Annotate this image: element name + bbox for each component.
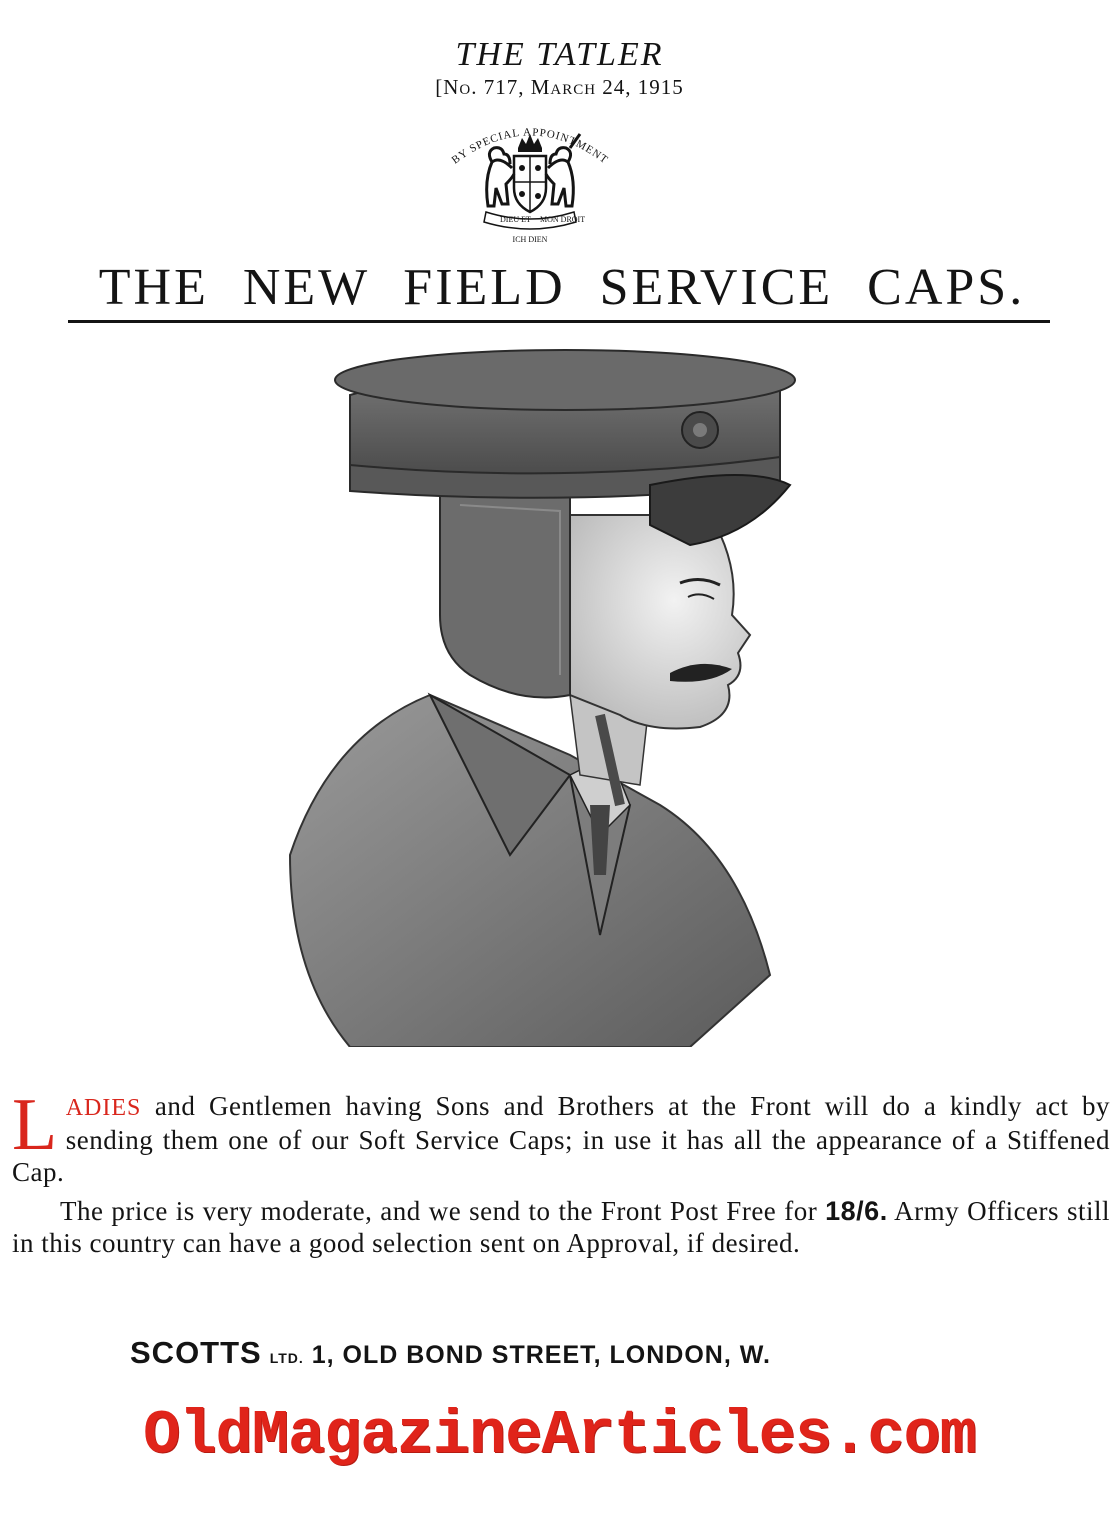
- dropcap-letter: L: [12, 1084, 58, 1166]
- body-paragraph-2: [12, 1195, 1110, 1259]
- price: 18/6.: [825, 1196, 888, 1226]
- crest-motto-left: DIEU ET: [500, 215, 531, 224]
- paragraph-1-text: and Gentlemen having Sons and Brothers at the Front will do a kindly act by sending them one of our Soft Service Caps; in use it has all the appearance of a Stiffened Cap.: [12, 1091, 1110, 1187]
- crest-motto-bottom: ICH DIEN: [512, 235, 548, 244]
- paragraph-2-text-before: The price is very moderate, and we send to the Front Post Free for: [60, 1196, 826, 1226]
- headline: THE NEW FIELD SERVICE CAPS.: [98, 259, 1026, 316]
- advertiser-name: SCOTTS: [130, 1335, 262, 1370]
- masthead-issue: [No. 717, March 24, 1915: [435, 75, 684, 99]
- crest-banner: BY SPECIAL APPOINTMENT: [449, 126, 611, 167]
- advertiser-street: 1, OLD BOND STREET, LONDON, W.: [303, 1341, 771, 1369]
- site-watermark: OldMagazineArticles.com: [143, 1400, 976, 1471]
- body-paragraph-1: [12, 1084, 1110, 1188]
- crest-motto-right: MON DROIT: [540, 215, 586, 224]
- advertiser-address: [130, 1335, 771, 1371]
- paragraph-2-text-after: Army Officers still in this country can have a good selection sent on Approval, if desired.: [12, 1196, 1110, 1258]
- officer-portrait-icon: [270, 335, 830, 1047]
- royal-crest-logo: [430, 108, 630, 248]
- advertiser-ltd: LTD.: [269, 1350, 304, 1366]
- masthead-title: THE TATLER: [455, 36, 664, 73]
- lead-word: ADIES: [65, 1095, 142, 1121]
- headline-rule: [68, 320, 1050, 323]
